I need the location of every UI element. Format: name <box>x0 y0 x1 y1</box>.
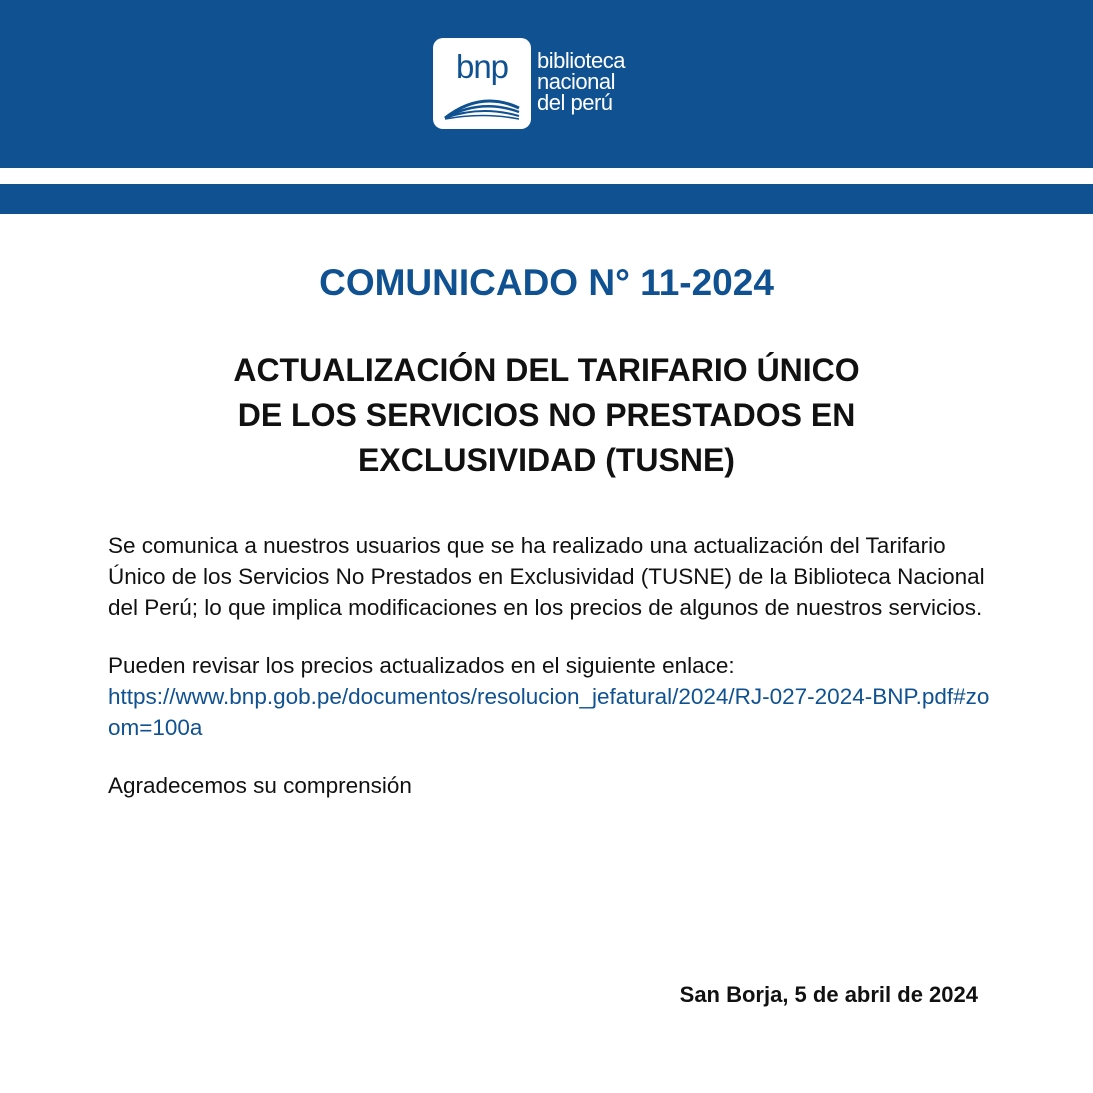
tusne-document-link[interactable]: https://www.bnp.gob.pe/documentos/resolucion_jefatural/2024/RJ-027-2024-BNP.pdf#zoom=100a <box>108 684 990 740</box>
link-paragraph <box>108 650 998 743</box>
logo-abbr: bnp <box>455 48 509 85</box>
logo-name <box>537 50 625 113</box>
place-date: San Borja, 5 de abril de 2024 <box>679 982 978 1007</box>
subtitle-line: EXCLUSIVIDAD (TUSNE) <box>358 442 735 478</box>
book-swoosh-icon <box>441 92 523 122</box>
communique-body <box>108 530 998 828</box>
header-stripe <box>0 184 1093 214</box>
link-intro: Pueden revisar los precios actualizados en el siguiente enlace: <box>108 653 735 678</box>
subtitle-line: ACTUALIZACIÓN DEL TARIFARIO ÚNICO <box>233 352 860 388</box>
header-band <box>0 0 1093 168</box>
logo-name-line: nacional <box>537 69 615 94</box>
communique-subtitle <box>0 348 1093 483</box>
closing-text: Agradecemos su comprensión <box>108 773 412 798</box>
communique-title: COMUNICADO N° 11-2024 <box>319 262 774 303</box>
logo-name-line: del perú <box>537 90 613 115</box>
subtitle-line: DE LOS SERVICIOS NO PRESTADOS EN <box>237 397 856 433</box>
announcement-paragraph: Se comunica a nuestros usuarios que se ha realizado una actualización del Tarifario Único de los Servicios No Prestados en Exclusividad (TUSNE) de la Biblioteca Nacional del Perú; lo que implica modificaciones en los precios de algunos de nuestros servicios. <box>108 533 985 620</box>
bnp-logo <box>433 38 625 129</box>
logo-badge <box>433 38 531 129</box>
logo-name-line: biblioteca <box>537 48 625 73</box>
